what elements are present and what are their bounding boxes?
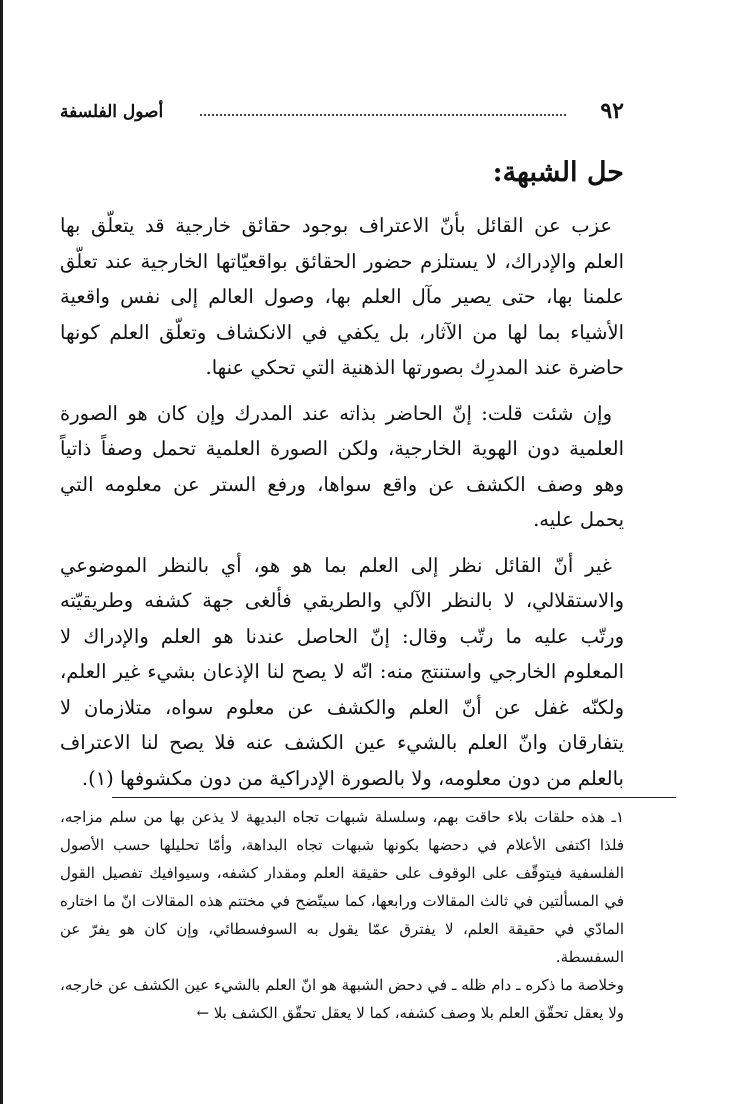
footnote-separator xyxy=(112,797,676,798)
section-heading: حل الشبهة: xyxy=(492,157,624,188)
header-dotted-leader xyxy=(200,114,566,116)
running-title: أصول الفلسفة xyxy=(60,102,164,122)
page-binding-edge xyxy=(0,0,3,1104)
body-paragraph-1: عزب عن القائل بأنّ الاعتراف بوجود حقائق خارجية قد يتعلّق بها العلم والإدراك، لا يستلزم حضور الحقائق بواقعيّاتها الخارجية عند تعلّق علمنا بها، حتى يصير مآل العلم بها، وصول العالم إلى نفس واقعية الأشياء بما لها من الآثار، بل يكفي في الانكشاف وتعلّق العلم كونها حاضرة عند المدرِك بصورتها الذهنية التي تحكي عنها. xyxy=(60,214,624,379)
footnote-1-continuation: وخلاصة ما ذكره ـ دام ظله ـ في دحض الشبهة هو انّ العلم بالشيء عين الكشف عن خارجه، ولا يعقل تحقّق العلم بلا وصف كشفه، كما لا يعقل تحقّق الكشف بلا ← xyxy=(60,976,624,1022)
body-paragraph-3: غير أنّ القائل نظر إلى العلم بما هو هو، أي بالنظر الموضوعي والاستقلالي، لا بالنظر الآلي والطريقي فألغى جهة كشفه وطريقيّته ورتّب عليه ما رتّب وقال: إنّ الحاصل عندنا هو العلم والإدراك لا المعلوم الخارجي واستنتج منه: انّه لا يصح لنا الإذعان بشيء غير العلم، ولكنّه غفل عن أنّ العلم والكشف عن معلوم سواه، متلازمان لا يتفارقان وانّ العلم بالشيء عين الكشف عنه فلا يصح لنا الاعتراف بالعلم من دون معلومه، ولا بالصورة الإدراكية من دون مكشوفها (١). xyxy=(60,553,624,790)
footnote-1: ١ـ هذه حلقات بلاء حاقت بهم، وسلسلة شبهات تجاه البديهة لا يذعن بها من سلم مزاجه، فلذا اكتفى الأعلام في دحضها بكونها شبهات تجاه البداهة، وأمّا تحليلها حسب الأصول الفلسفية فيتوقّف على الوقوف على حقيقة العلم ومقدار كشفه، وسيوافيك تفصيل القول في المسألتين في ثالث المقالات ورابعها، كما سيتّضح في مختتم هذه المقالات انّ ما اختاره المادّي في حقيقة العلم، لا يفترق عمّا يقول به السوفسطائي، وإن كان هو يفرّ عن السفسطة. xyxy=(60,808,624,966)
body-paragraph-2: وإن شئت قلت: إنّ الحاضر بذاته عند المدرك وإن كان هو الصورة العلمية دون الهوية الخارجية، ولكن الصورة العلمية تحمل وصفاً ذاتياً وهو وصف الكشف عن واقع سواها، ورفع الستر عن معلومه التي يحمل عليه. xyxy=(60,401,624,531)
footnotes xyxy=(60,803,624,1027)
page-number: ٩٢ xyxy=(600,98,624,124)
main-text xyxy=(60,148,624,806)
page-header xyxy=(60,96,624,130)
